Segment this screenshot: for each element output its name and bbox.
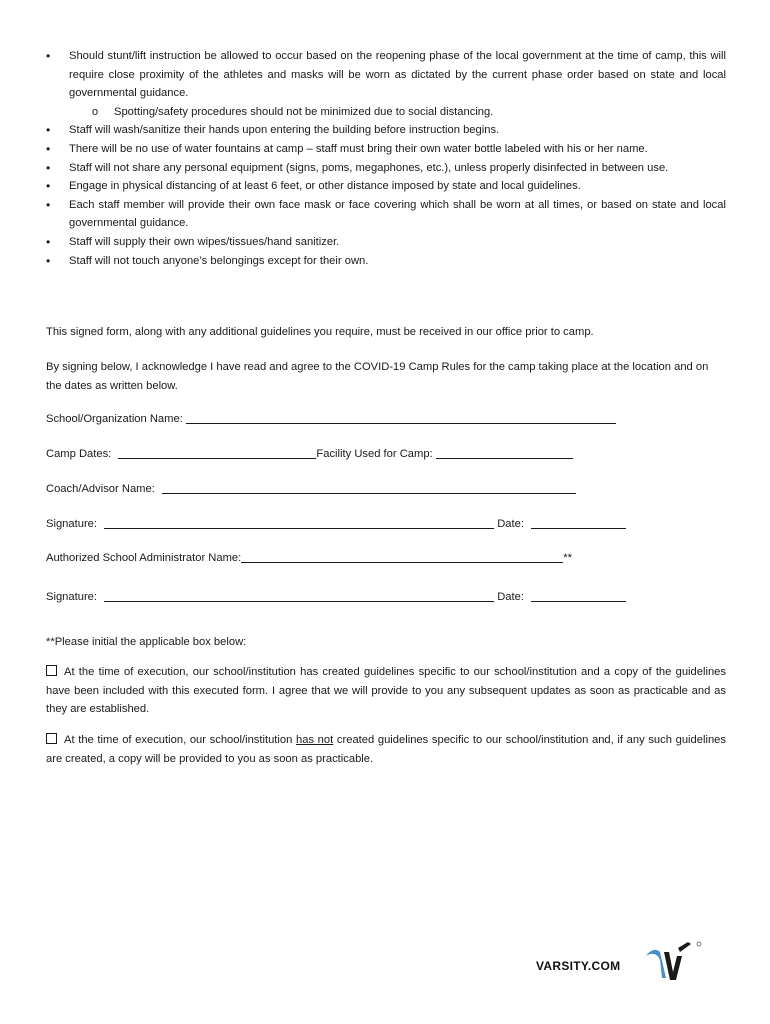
signature-row-2 [46, 587, 626, 607]
camp-dates-field[interactable] [118, 444, 316, 459]
rule-item: • Staff will not touch anyone’s belongings except for their own. [46, 252, 726, 271]
rule-item: • Should stunt/lift instruction be allowed to occur based on the reopening phase of the local government at the time of camp, this will require close proximity of the athletes and masks will be worn as dictated by the current phase order based on state and local governmental guidance. [46, 47, 726, 103]
option-created-guidelines [46, 663, 726, 719]
no-guidelines-checkbox[interactable] [46, 733, 57, 744]
school-name-row [46, 409, 616, 429]
office-note: This signed form, along with any additional guidelines you require, must be received in our office prior to camp. [46, 326, 594, 338]
coach-name-field[interactable] [162, 479, 576, 494]
rule-item: • Staff will not share any personal equipment (signs, poms, megaphones, etc.), unless properly disinfected in between use. [46, 159, 726, 178]
acknowledgement-text: By signing below, I acknowledge I have read and agree to the COVID-19 Camp Rules for the camp taking place at the location and on the dates as written below. [46, 361, 709, 392]
created-guidelines-checkbox[interactable] [46, 665, 57, 676]
signature-field[interactable] [104, 514, 494, 529]
signature-row-1 [46, 514, 626, 534]
rule-subitem: o Spotting/safety procedures should not be minimized due to social distancing. [46, 103, 726, 122]
option-2-text-after: created guidelines specific to our school/institution and, if any such guidelines are created, a copy will be provided to you as soon as practicable. [46, 734, 726, 765]
admin-date-field[interactable] [531, 587, 626, 602]
rule-item: • Staff will supply their own wipes/tissues/hand sanitizer. [46, 233, 726, 252]
covid-rules-list [46, 47, 726, 270]
varsity-v-logo-icon [644, 938, 704, 986]
signature-label: Signature: [46, 518, 97, 530]
rule-item: • There will be no use of water fountains at camp – staff must bring their own water bottle labeled with his or her name. [46, 140, 726, 159]
initial-instruction: **Please initial the applicable box below: [46, 636, 247, 648]
admin-signature-field[interactable] [104, 587, 494, 602]
school-name-field[interactable] [186, 409, 616, 424]
date-label: Date: [497, 518, 524, 530]
rule-item: • Staff will wash/sanitize their hands upon entering the building before instruction begins. [46, 121, 726, 140]
date-field[interactable] [531, 514, 626, 529]
facility-field[interactable] [436, 444, 573, 459]
school-name-label: School/Organization Name: [46, 413, 183, 425]
rule-item: • Each staff member will provide their own face mask or face covering which shall be worn at all times, or based on state and local governmental guidance. [46, 196, 726, 233]
camp-dates-row [46, 444, 573, 464]
coach-name-label: Coach/Advisor Name: [46, 483, 155, 495]
admin-asterisks: ** [563, 552, 572, 564]
option-2-text-before: At the time of execution, our school/institution [64, 734, 296, 746]
option-1-text: At the time of execution, our school/institution has created guidelines specific to our school/institution and a copy of the guidelines have been included with this executed form. I agree that we will provide to you any subsequent updates as soon as practicable and as they are established. [46, 666, 726, 716]
rule-item: • Engage in physical distancing of at least 6 feet, or other distance imposed by state and local guidelines. [46, 177, 726, 196]
coach-row [46, 479, 576, 499]
admin-name-field[interactable] [241, 548, 563, 563]
date-label: Date: [497, 591, 524, 603]
admin-row [46, 548, 572, 568]
camp-dates-label: Camp Dates: [46, 448, 112, 460]
signature-label: Signature: [46, 591, 97, 603]
admin-name-label: Authorized School Administrator Name: [46, 552, 242, 564]
option-2-underlined: has not [296, 734, 334, 746]
footer-brand: VARSITY.COM [536, 959, 621, 973]
facility-label: Facility Used for Camp: [316, 448, 433, 460]
option-no-guidelines [46, 731, 726, 768]
